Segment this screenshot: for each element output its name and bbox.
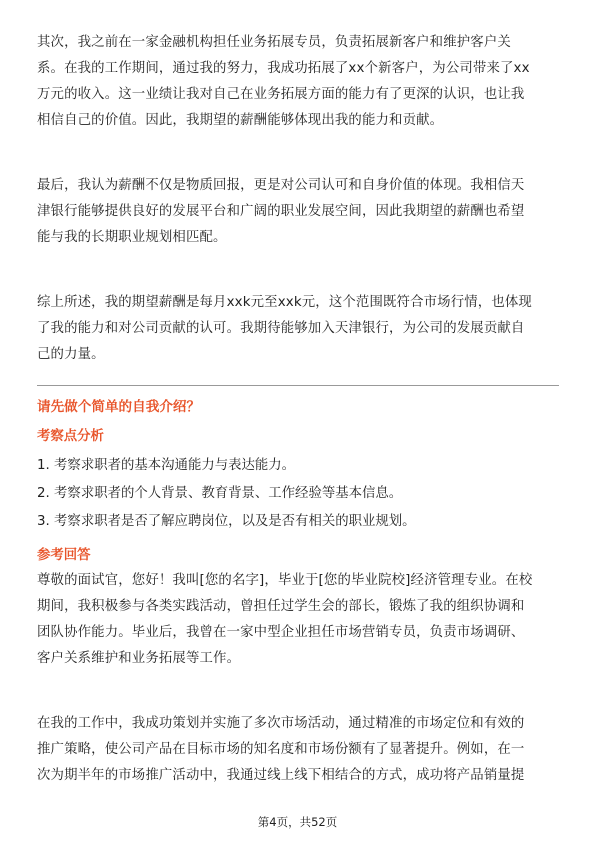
answer-paragraph-intro — [37, 568, 559, 672]
text-line: 最后，我认为薪酬不仅是物质回报，更是对公司认可和自身价值的体现。我相信天 — [37, 178, 525, 193]
section-divider — [37, 385, 559, 386]
text-line: 了我的能力和对公司贡献的认可。我期待能够加入天津银行，为公司的发展贡献自 — [37, 321, 525, 336]
text-line: 团队协作能力。毕业后，我曾在一家中型企业担任市场营销专员，负责市场调研、 — [37, 625, 525, 640]
text-line: 次为期半年的市场推广活动中，我通过线上线下相结合的方式，成功将产品销量提 — [37, 768, 525, 783]
text-line: 系。在我的工作期间，通过我的努力，我成功拓展了xx个新客户，为公司带来了xx — [37, 61, 530, 76]
analysis-item: 3. 考察求职者是否了解应聘岗位，以及是否有相关的职业规划。 — [37, 514, 416, 529]
analysis-item: 1. 考察求职者的基本沟通能力与表达能力。 — [37, 458, 296, 473]
analysis-item: 2. 考察求职者的个人背景、教育背景、工作经验等基本信息。 — [37, 486, 403, 501]
page-number: 第4页，共52页 — [257, 815, 338, 829]
text-line: 客户关系维护和业务拓展等工作。 — [37, 651, 241, 666]
answer-heading: 参考回答 — [37, 548, 91, 563]
text-line: 其次，我之前在一家金融机构担任业务拓展专员，负责拓展新客户和维护客户关 — [37, 35, 511, 50]
text-line: 万元的收入。这一业绩让我对自己在业务拓展方面的能力有了更深的认识，也让我 — [37, 87, 525, 102]
text-line: 尊敬的面试官，您好！我叫[您的名字]，毕业于[您的毕业院校]经济管理专业。在校 — [37, 573, 533, 588]
text-line: 推广策略，使公司产品在目标市场的知名度和市场份额有了显著提升。例如，在一 — [37, 742, 525, 757]
text-line: 综上所述，我的期望薪酬是每月xxk元至xxk元，这个范围既符合市场行情，也体现 — [37, 295, 532, 310]
question-title: 请先做个简单的自我介绍？ — [37, 399, 201, 415]
text-line: 在我的工作中，我成功策划并实施了多次市场活动，通过精准的市场定位和有效的 — [37, 716, 525, 731]
text-line: 津银行能够提供良好的发展平台和广阔的职业发展空间，因此我期望的薪酬也希望 — [37, 204, 525, 219]
answer-paragraph-achievement — [37, 711, 559, 789]
paragraph-salary-value — [37, 173, 559, 251]
text-line: 相信自己的价值。因此，我期望的薪酬能够体现出我的能力和贡献。 — [37, 113, 444, 128]
text-line: 能与我的长期职业规划相匹配。 — [37, 230, 227, 245]
paragraph-work-experience — [37, 30, 559, 134]
paragraph-summary — [37, 290, 559, 368]
text-line: 期间，我积极参与各类实践活动，曾担任过学生会的部长，锻炼了我的组织协调和 — [37, 599, 525, 614]
analysis-heading: 考察点分析 — [37, 429, 104, 444]
text-line: 己的力量。 — [37, 347, 105, 362]
